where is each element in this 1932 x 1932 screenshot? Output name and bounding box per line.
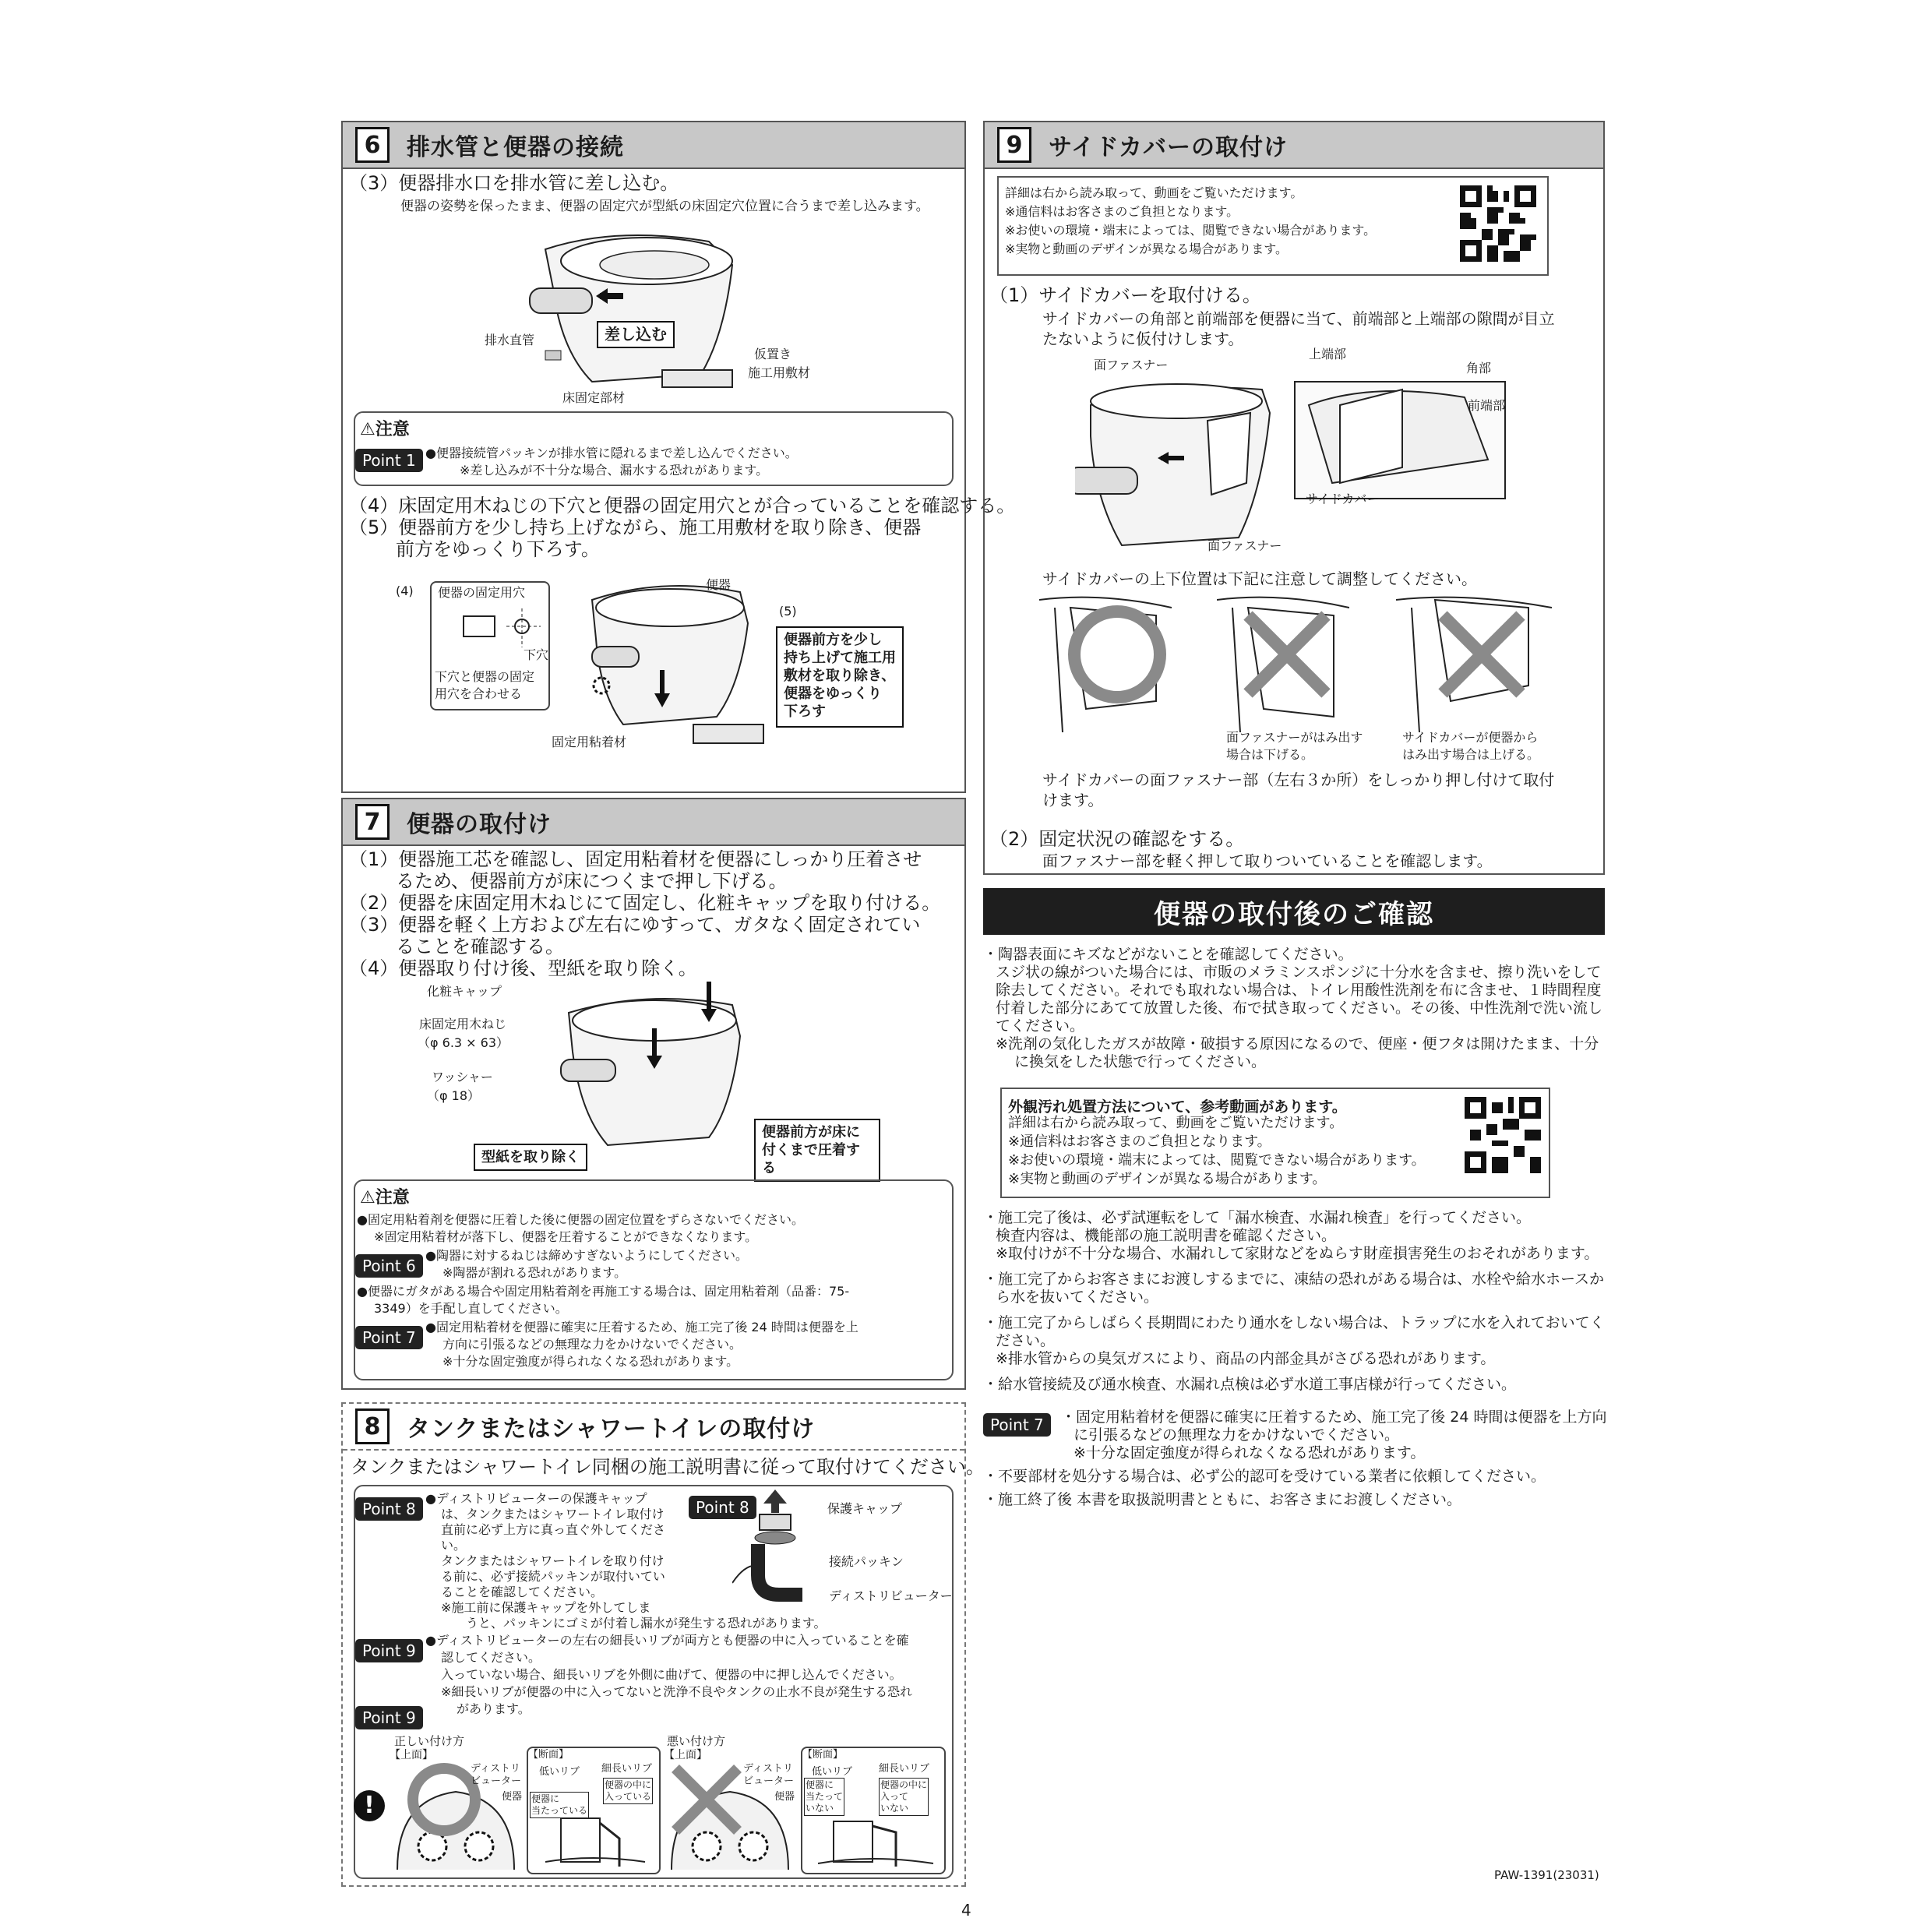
label-b-long	[879, 1778, 929, 1816]
s7-step3b: ることを確認する。	[396, 936, 564, 957]
label-n5: (5)	[779, 604, 797, 619]
label-washer-size: （φ 18）	[427, 1088, 481, 1103]
s7-step2: （2）便器を床固定用木ねじにて固定し、化粧キャップを取り付ける。	[349, 892, 941, 914]
label-line: 便器の中に	[880, 1779, 928, 1790]
point8-badge: Point 8	[355, 1497, 423, 1521]
label-section-good: 【断面】	[528, 1749, 569, 1761]
toilet-press-illustration	[538, 974, 771, 1169]
label-line: 便器の中に	[605, 1779, 652, 1790]
s7-step3a: （3）便器を軽く上方および左右にゆすって、ガタなく固定されてい	[349, 914, 921, 936]
label-b-low	[804, 1778, 844, 1816]
label-dist2: ビューター	[471, 1775, 522, 1787]
label-line: 入って	[880, 1791, 909, 1802]
s9-step1-a: サイドカバーの角部と前端部を便器に当て、前端部と上端部の隙間が目立	[1042, 309, 1555, 328]
callout-line: 便器をゆっくり	[784, 686, 882, 702]
confirm-line: ・施工完了からお客さまにお渡しするまでに、凍結の恐れがある場合は、水栓や給水ホースか	[983, 1271, 1605, 1288]
document-code: PAW-1391(23031)	[1494, 1868, 1599, 1882]
section-title: サイドカバーの取付け	[1049, 134, 1288, 161]
label-top-bad: 【上面】	[664, 1749, 707, 1761]
section-7-header	[343, 799, 964, 846]
label-n4: (4)	[396, 583, 414, 598]
point7-line: に引張るなどの無理な力をかけないでください。	[1074, 1426, 1400, 1444]
qr-code-icon[interactable]	[1465, 1097, 1541, 1173]
label-longrib-good: 細長いリブ	[601, 1763, 653, 1775]
label-work-mat: 施工用敷材	[748, 365, 811, 380]
caution-item: ●陶器に対するねじは締めすぎないようにしてください。	[425, 1248, 748, 1263]
qr-line: ※通信料はお客さまのご負担となります。	[1005, 204, 1239, 219]
s9-step1-b: たないように仮付けします。	[1042, 330, 1244, 348]
section-number: 9	[997, 127, 1031, 163]
point6-badge: Point 6	[355, 1254, 423, 1278]
point7-line: ・固定用粘着材を便器に確実に圧着するため、施工完了後 24 時間は便器を上方向	[1061, 1408, 1607, 1426]
callout-line: 敷材を取り除き、	[784, 668, 896, 684]
confirm-line: ・不要部材を処分する場合は、必ず公的認可を受けている業者に依頼してください。	[983, 1468, 1546, 1485]
caution-heading: ⚠注意	[360, 1188, 410, 1208]
label-benki-bad: 便器	[774, 1791, 795, 1803]
confirm-line: ・陶器表面にキズなどがないことを確認してください。	[983, 946, 1353, 963]
s9-press-b: けます。	[1042, 791, 1104, 809]
hole-detail-illustration	[460, 605, 545, 651]
good-section-illustration	[545, 1815, 647, 1868]
confirm-line: ださい。	[996, 1332, 1056, 1349]
s9-step2-sub: 面ファスナー部を軽く押して取りついていることを確認します。	[1042, 851, 1493, 870]
label-fastener-bottom: 面ファスナー	[1208, 538, 1282, 553]
label-bad: 悪い付け方	[667, 1734, 726, 1748]
caution-note: ※固定用粘着材が落下し、便器を圧着することができなくなります。	[374, 1229, 758, 1244]
lift-callout	[776, 626, 904, 728]
label-distributor: ディストリビューター	[829, 1588, 953, 1603]
label-lowrib-good: 低いリブ	[539, 1766, 580, 1778]
point8-badge-fig: Point 8	[689, 1496, 756, 1519]
callout-line: 便器前方が床に	[762, 1124, 860, 1141]
label-drain-pipe: 排水直管	[485, 333, 535, 347]
p8-line: ることを確認してください。	[441, 1585, 604, 1599]
video-line: 詳細は右から読み取って、動画をご覧いただけます。	[1008, 1115, 1344, 1131]
p9-line: 入っていない場合、細長いリブを外側に曲げて、便器の中に押し込んでください。	[441, 1667, 902, 1682]
section-title: タンクまたはシャワートイレの取付け	[407, 1416, 816, 1443]
caution-note: ※陶器が割れる恐れがあります。	[442, 1265, 627, 1280]
p8-line: タンクまたはシャワートイレを取り付け	[441, 1553, 665, 1568]
callout-line: 持ち上げて施工用	[784, 650, 896, 666]
s6-step5a: （5）便器前方を少し持ち上げながら、施工用敷材を取り除き、便器	[349, 516, 922, 538]
p9-line: 認してください。	[441, 1650, 541, 1665]
point1-text: ●便器接続管パッキンが排水管に隠れるまで差し込んでください。	[425, 446, 798, 460]
exclamation-icon: !	[354, 1790, 385, 1821]
confirm-line: ※洗剤の気化したガスが故障・破損する原因になるので、便座・便フタは開けたまま、十分	[996, 1035, 1599, 1052]
confirm-line: ら水を抜いてください。	[996, 1289, 1159, 1306]
label-longrib-bad: 細長いリブ	[879, 1763, 930, 1775]
section-9-header	[985, 122, 1603, 169]
point7-text	[1061, 1408, 1607, 1462]
caution-item: ●固定用粘着材を便器に確実に圧着するため、施工完了後 24 時間は便器を上	[425, 1320, 858, 1334]
label-packing: 接続パッキン	[829, 1554, 904, 1569]
video-line: ※通信料はお客さまのご負担となります。	[1008, 1133, 1271, 1150]
label-dist2-bad: ビューター	[743, 1775, 795, 1787]
confirm-text-2	[983, 1209, 1606, 1394]
p8-line: る前に、必ず接続パッキンが取付いてい	[441, 1569, 665, 1584]
qr-line: ※お使いの環境・端末によっては、閲覧できない場合があります。	[1005, 223, 1377, 238]
label-cap: 化粧キャップ	[427, 984, 502, 999]
label-screw-size: （φ 6.3 × 63）	[418, 1035, 509, 1050]
label-line: いない	[806, 1803, 834, 1814]
p8-line: ●ディストリビューターの保護キャップ	[425, 1491, 647, 1506]
confirm-line: ・施工完了後は、必ず試運転をして「漏水検査、水漏れ検査」を行ってください。	[983, 1209, 1532, 1226]
point9-badge-fig: Point 9	[355, 1706, 423, 1729]
label-fixing-hole: 便器の固定用穴	[438, 585, 526, 600]
press-callout	[754, 1119, 880, 1182]
s7-step4: （4）便器取り付け後、型紙を取り除く。	[349, 957, 697, 979]
confirm-text	[983, 946, 1606, 1071]
caution-heading: ⚠注意	[360, 420, 410, 439]
label-line: 便器に	[806, 1779, 834, 1790]
confirm-line: てください。	[996, 1017, 1085, 1035]
label-section-bad: 【断面】	[802, 1749, 844, 1761]
label-g-low	[530, 1792, 589, 1818]
label-corner: 角部	[1466, 361, 1492, 375]
label-glue: 固定用粘着材	[552, 735, 627, 749]
label-floor-fixing: 床固定部材	[562, 390, 626, 405]
video-line: ※お使いの環境・端末によっては、閲覧できない場合があります。	[1008, 1152, 1426, 1169]
label-washer: ワッシャー	[432, 1070, 493, 1084]
confirm-title: 便器の取付後のご確認	[1154, 898, 1434, 930]
point1-note: ※差し込みが不十分な場合、漏水する恐れがあります。	[460, 463, 769, 478]
distributor-illustration	[732, 1490, 834, 1606]
s8-intro: タンクまたはシャワートイレ同梱の施工説明書に従って取付けてください。	[351, 1456, 985, 1478]
section-8-header	[343, 1404, 964, 1451]
s6-step5b: 前方をゆっくり下ろす。	[396, 538, 600, 560]
s9-adjust: サイドカバーの上下位置は下記に注意して調整してください。	[1042, 569, 1477, 588]
callout-line: 付くまで圧着する	[762, 1142, 860, 1176]
label-line: 便器に	[531, 1793, 560, 1804]
s9-press-a: サイドカバーの面ファスナー部（左右３か所）をしっかり押し付けて取付	[1042, 770, 1555, 789]
section-title: 排水管と便器の接続	[407, 134, 624, 161]
callout-line: 便器前方を少し	[784, 632, 882, 648]
p8-line: は、タンクまたはシャワートイレ取付け	[441, 1507, 665, 1521]
section-6-header	[343, 122, 964, 169]
side-cover-illustration	[1075, 366, 1511, 561]
label-side-cover: サイドカバー	[1306, 492, 1380, 506]
label-good: 正しい付け方	[394, 1734, 465, 1748]
confirm-line: ※排水管からの臭気ガスにより、商品の内部金具がさびる恐れがあります。	[996, 1350, 1496, 1367]
p9-line: ※細長いリブが便器の中に入ってないと洗浄不良やタンクの止水不良が発生する恐れ	[441, 1684, 913, 1699]
confirm-line: ・給水管接続及び通水検査、水漏れ点検は必ず水道工事店様が行ってください。	[983, 1376, 1517, 1393]
section-title: 便器の取付け	[407, 811, 552, 838]
p8-line: 直前に必ず上方に真っ直ぐ外してくださ	[441, 1522, 666, 1537]
label-temp-place: 仮置き	[754, 347, 792, 361]
point7-badge-confirm: Point 7	[983, 1413, 1051, 1437]
confirm-line: 除去してください。それでも取れない場合は、トイレ用酸性洗剤を布に含ませ、１時間程度	[996, 982, 1602, 999]
section-number: 8	[355, 1408, 390, 1444]
confirm-line: ・施工完了からしばらく長期間にわたり通水をしない場合は、トラップに水を入れておいてく	[983, 1314, 1605, 1331]
point7-badge: Point 7	[355, 1326, 423, 1349]
confirm-line: 付着した部分にあてて放置した後、布で拭き取ってください。その後、中性洗剤で洗い流し	[996, 999, 1603, 1017]
confirm-line: ・施工終了後 本書を取扱説明書とともに、お客さまにお渡しください。	[983, 1491, 1462, 1508]
video-line: ※実物と動画のデザインが異なる場合があります。	[1008, 1171, 1327, 1187]
insert-callout: 差し込む	[597, 321, 675, 348]
callout-line: 下ろす	[784, 703, 826, 720]
page-number: 4	[961, 1901, 971, 1920]
caution-item-cont: 3349）を手配し直してください。	[374, 1301, 568, 1316]
qr-line: 詳細は右から読み取って、動画をご覧いただけます。	[1005, 185, 1303, 200]
label-protect-cap: 保護キャップ	[827, 1501, 903, 1516]
s7-step1b: るため、便器前方が床につくまで押し下げる。	[396, 870, 788, 892]
confirm-line: ※取付けが不十分な場合、水漏れして家財などをぬらす財産損害発生のおそれがあります。	[996, 1245, 1599, 1262]
p8-text	[425, 1491, 682, 1616]
label-pilot-hole: 下穴	[524, 647, 549, 662]
label-align-1: 下穴と便器の固定	[435, 669, 535, 684]
point7-line: ※十分な固定強度が得られなくなる恐れがあります。	[1074, 1444, 1426, 1461]
s6-step4: （4）床固定用木ねじの下穴と便器の固定用穴とが合っていることを確認する。	[349, 495, 1016, 516]
ng-cover-illustration	[1396, 592, 1552, 732]
confirm-title-bar	[983, 888, 1605, 935]
qr-line: ※実物と動画のデザインが異なる場合があります。	[1005, 242, 1289, 256]
label-align-2: 用穴を合わせる	[435, 686, 523, 701]
confirm-line: に換気をした状態で行ってください。	[1014, 1053, 1267, 1070]
label-benki-good: 便器	[502, 1791, 523, 1803]
section-number: 7	[355, 804, 390, 840]
p9-line: ●ディストリビューターの左右の細長いリブが両方とも便器の中に入っていることを確	[425, 1633, 909, 1648]
s9-step1: （1）サイドカバーを取付ける。	[989, 284, 1261, 306]
qr-code-icon[interactable]	[1460, 185, 1536, 262]
label-line: 入っている	[605, 1791, 652, 1802]
section-number: 6	[355, 127, 390, 163]
label-g-long	[603, 1778, 653, 1804]
p8-line: ※施工前に保護キャップを外してしま	[441, 1600, 651, 1615]
label-dist1: ディストリ	[471, 1763, 520, 1775]
s9-step2: （2）固定状況の確認をする。	[989, 828, 1245, 850]
s7-step1a: （1）便器施工芯を確認し、固定用粘着材を便器にしっかり圧着させ	[349, 848, 922, 870]
ng-fastener-illustration	[1217, 592, 1349, 732]
label-ng1b: 場合は下げる。	[1226, 747, 1314, 762]
label-line: 当たっている	[531, 1805, 588, 1816]
label-top-edge: 上端部	[1309, 347, 1347, 361]
label-front-edge: 前端部	[1468, 398, 1506, 413]
label-screw: 床固定用木ねじ	[419, 1017, 507, 1031]
caution-item: ●固定用粘着剤を便器に圧着した後に便器の固定位置をずらさないでください。	[357, 1212, 804, 1227]
s6-step3-sub: 便器の姿勢を保ったまま、便器の固定穴が型紙の床固定穴位置に合うまで差し込みます。	[400, 199, 929, 214]
label-top-good: 【上面】	[390, 1749, 433, 1761]
s6-step3: （3）便器排水口を排水管に差し込む。	[349, 172, 679, 194]
p8-line: い。	[441, 1538, 467, 1553]
point1-badge: Point 1	[355, 449, 423, 472]
label-dist1-bad: ディストリ	[743, 1763, 793, 1775]
label-line: 当たって	[806, 1791, 844, 1802]
caution-note: ※十分な固定強度が得られなくなる恐れがあります。	[442, 1354, 739, 1369]
confirm-line: 検査内容は、機能部の施工説明書を確認ください。	[996, 1227, 1337, 1244]
remove-template-callout: 型紙を取り除く	[474, 1144, 587, 1171]
label-ng1a: 面ファスナーがはみ出す	[1226, 730, 1363, 745]
caution-item: ●便器にガタがある場合や固定用粘着剤を再施工する場合は、固定用粘着剤（品番：75-	[357, 1284, 850, 1299]
point9-badge: Point 9	[355, 1639, 423, 1662]
toilet-lift-illustration	[569, 576, 771, 756]
video-title: 外観汚れ処置方法について、参考動画があります。	[1008, 1098, 1347, 1116]
label-ng2a: サイドカバーが便器から	[1402, 730, 1539, 745]
ok-position-illustration	[1039, 592, 1172, 732]
label-lowrib-bad: 低いリブ	[812, 1766, 853, 1778]
bad-section-illustration	[818, 1818, 935, 1868]
label-ng2b: はみ出す場合は上げる。	[1402, 747, 1540, 762]
confirm-line: スジ状の線がついた場合には、市販のメラミンスポンジに十分水を含ませ、擦り洗いをして	[996, 964, 1602, 981]
label-benki: 便器	[706, 577, 732, 592]
label-line: いない	[880, 1803, 909, 1814]
p8-line: うと、パッキンにゴミが付着し漏水が発生する恐れがあります。	[466, 1616, 827, 1631]
caution-item-cont: 方向に引張るなどの無理な力をかけないでください。	[442, 1337, 742, 1352]
label-fastener-top: 面ファスナー	[1094, 358, 1169, 372]
p9-line: があります。	[457, 1701, 531, 1716]
